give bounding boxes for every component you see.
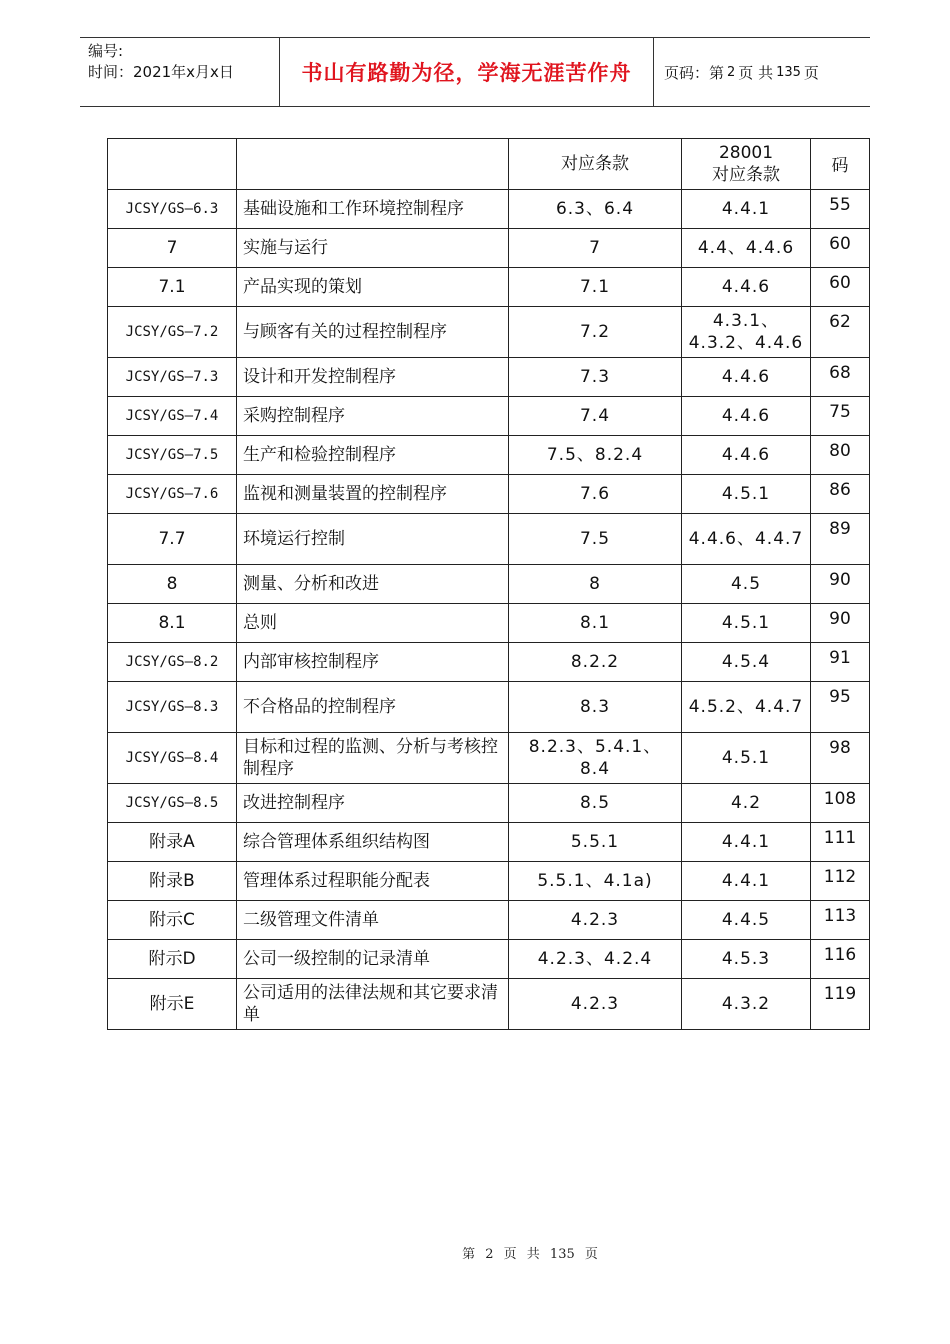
row-clause-28001: 4.5.4 [682,643,811,682]
row-clause: 8.2.3、5.4.1、8.4 [509,733,682,784]
row-clause: 7.4 [509,397,682,436]
table-header-cell: 对应条款 [509,139,682,190]
page-footer: 第 2 页 共 135 页 [462,1247,598,1262]
table-header-cell [237,139,509,190]
row-clause-28001: 4.5.1 [682,604,811,643]
row-clause-28001: 4.4.6、4.4.7 [682,514,811,565]
row-title: 设计和开发控制程序 [237,358,509,397]
row-title: 公司一级控制的记录清单 [237,940,509,979]
row-page: 80 [811,436,870,475]
row-page: 116 [811,940,870,979]
row-clause: 7.6 [509,475,682,514]
row-clause: 7.1 [509,268,682,307]
row-code: 附录A [108,823,237,862]
table-row [108,643,870,682]
row-code: 8.1 [108,604,237,643]
table-row [108,862,870,901]
row-title: 目标和过程的监测、分析与考核控制程序 [237,733,509,784]
row-code: JCSY/GS—7.6 [108,475,237,514]
row-clause: 4.2.3 [509,979,682,1030]
row-title: 产品实现的策划 [237,268,509,307]
row-code: 8 [108,565,237,604]
row-clause: 8 [509,565,682,604]
row-title: 生产和检验控制程序 [237,436,509,475]
page-prefix: 页码：第 [664,63,725,82]
table-row [108,268,870,307]
row-code: JCSY/GS—8.3 [108,682,237,733]
page-mid: 页 共 [738,63,774,82]
row-page: 112 [811,862,870,901]
row-title: 内部审核控制程序 [237,643,509,682]
header-page-info [654,38,870,106]
code-label: 编号: [88,42,124,60]
row-clause-28001: 4.4.6 [682,397,811,436]
row-clause: 7.5、8.2.4 [509,436,682,475]
table-row [108,397,870,436]
table-row [108,565,870,604]
table-row [108,604,870,643]
table-header-cell [108,139,237,190]
row-page: 95 [811,682,870,733]
row-clause: 8.3 [509,682,682,733]
row-code: 附示D [108,940,237,979]
row-clause: 8.1 [509,604,682,643]
row-title: 环境运行控制 [237,514,509,565]
row-title: 实施与运行 [237,229,509,268]
row-clause-28001: 4.5.1 [682,475,811,514]
row-page: 55 [811,190,870,229]
header-motto: 书山有路勤为径，学海无涯苦作舟 [280,38,654,106]
row-code: 7.1 [108,268,237,307]
row-page: 75 [811,397,870,436]
row-title: 不合格品的控制程序 [237,682,509,733]
row-clause-28001: 4.4.1 [682,823,811,862]
row-clause: 7.3 [509,358,682,397]
row-title: 基础设施和工作环境控制程序 [237,190,509,229]
row-code: JCSY/GS—8.5 [108,784,237,823]
row-title: 综合管理体系组织结构图 [237,823,509,862]
row-page: 60 [811,268,870,307]
row-clause-28001: 4.4、4.4.6 [682,229,811,268]
row-page: 90 [811,604,870,643]
table-row [108,475,870,514]
row-clause: 7.2 [509,307,682,358]
row-title: 公司适用的法律法规和其它要求清单 [237,979,509,1030]
row-page: 111 [811,823,870,862]
row-title: 管理体系过程职能分配表 [237,862,509,901]
row-code: JCSY/GS—7.5 [108,436,237,475]
row-clause: 8.5 [509,784,682,823]
row-clause-28001: 4.5.3 [682,940,811,979]
row-code: 附示C [108,901,237,940]
row-title: 采购控制程序 [237,397,509,436]
table-row [108,190,870,229]
table-row [108,901,870,940]
row-code: JCSY/GS—8.2 [108,643,237,682]
row-code: JCSY/GS—7.4 [108,397,237,436]
row-code: 附示E [108,979,237,1030]
table-row [108,940,870,979]
row-clause: 8.2.2 [509,643,682,682]
table-row [108,436,870,475]
row-page: 98 [811,733,870,784]
row-code: JCSY/GS—7.3 [108,358,237,397]
row-clause: 5.5.1、4.1a) [509,862,682,901]
row-clause: 7 [509,229,682,268]
row-clause-28001: 4.4.1 [682,862,811,901]
row-clause-28001: 4.5 [682,565,811,604]
row-clause-28001: 4.5.2、4.4.7 [682,682,811,733]
row-page: 113 [811,901,870,940]
row-page: 60 [811,229,870,268]
table-header-row [108,139,870,190]
row-title: 总则 [237,604,509,643]
row-clause-28001: 4.2 [682,784,811,823]
table-row [108,979,870,1030]
row-title: 二级管理文件清单 [237,901,509,940]
row-title: 与顾客有关的过程控制程序 [237,307,509,358]
row-clause-28001: 4.3.2 [682,979,811,1030]
row-clause-28001: 4.4.5 [682,901,811,940]
row-code: JCSY/GS—6.3 [108,190,237,229]
row-page: 119 [811,979,870,1030]
row-code: JCSY/GS—8.4 [108,733,237,784]
row-clause-28001: 4.3.1、4.3.2、4.4.6 [682,307,811,358]
row-clause-28001: 4.4.6 [682,436,811,475]
contents-table [107,138,870,1030]
table-row [108,784,870,823]
row-code: 7.7 [108,514,237,565]
row-page: 68 [811,358,870,397]
row-clause: 7.5 [509,514,682,565]
table-row [108,733,870,784]
page-suffix: 页 [803,63,819,82]
row-page: 91 [811,643,870,682]
row-title: 改进控制程序 [237,784,509,823]
table-header-cell: 28001 对应条款 [682,139,811,190]
page-number: 2 [727,64,736,80]
row-clause: 6.3、6.4 [509,190,682,229]
header-meta [80,38,280,106]
row-clause-28001: 4.5.1 [682,733,811,784]
table-row [108,229,870,268]
row-clause: 4.2.3、4.2.4 [509,940,682,979]
row-clause-28001: 4.4.6 [682,268,811,307]
page-total: 135 [776,64,801,80]
row-code: 附录B [108,862,237,901]
time-label: 时间：2021年x月x日 [88,63,234,81]
table-row [108,514,870,565]
row-clause-28001: 4.4.1 [682,190,811,229]
table-row [108,358,870,397]
row-title: 测量、分析和改进 [237,565,509,604]
row-page: 62 [811,307,870,358]
row-page: 89 [811,514,870,565]
table-header-cell: 码 [811,139,870,190]
table-row [108,307,870,358]
row-clause-28001: 4.4.6 [682,358,811,397]
table-row [108,823,870,862]
row-code: JCSY/GS—7.2 [108,307,237,358]
row-code: 7 [108,229,237,268]
table-row [108,682,870,733]
row-clause: 4.2.3 [509,901,682,940]
row-title: 监视和测量装置的控制程序 [237,475,509,514]
row-page: 108 [811,784,870,823]
row-page: 90 [811,565,870,604]
row-page: 86 [811,475,870,514]
page-header [80,37,870,107]
row-clause: 5.5.1 [509,823,682,862]
